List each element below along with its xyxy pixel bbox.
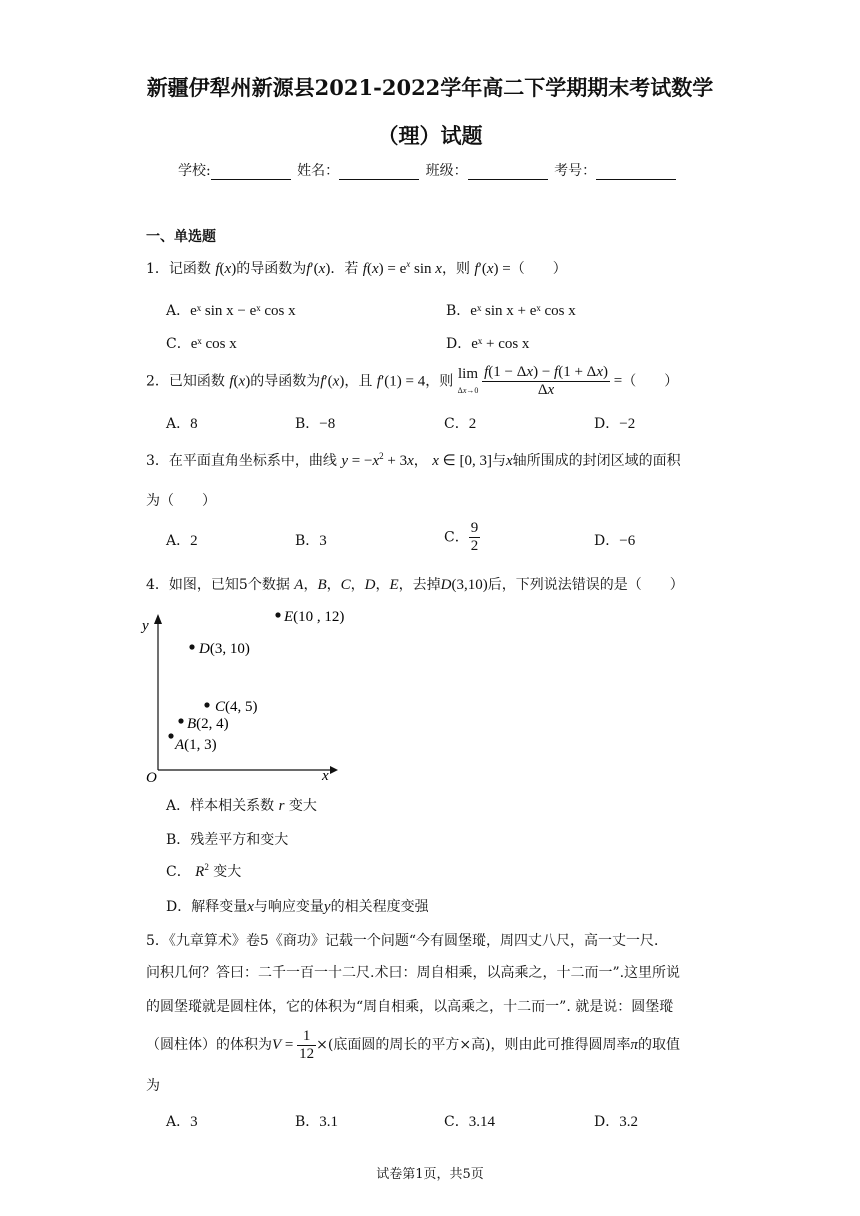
- q4-option-b[interactable]: [166, 829, 288, 849]
- q3-option-c[interactable]: C． $\frac{9}{2}$: [444, 520, 479, 554]
- point-d: [189, 644, 194, 649]
- point-c-label: C(4, 5): [215, 699, 258, 715]
- q4-option-a-tail: 变大: [288, 798, 317, 814]
- q4-option-b-text: B．残差平方和变大: [166, 832, 289, 848]
- q2-option-b-value: −8: [319, 416, 336, 432]
- exam-no-label: 考号：: [554, 163, 597, 179]
- question-5-line-1: [146, 930, 668, 950]
- point-c: [204, 702, 209, 707]
- student-info-line: [178, 160, 678, 180]
- q2-text-e: （ ）: [622, 373, 679, 390]
- q1-option-a-expr: eˣ sin x − eˣ cos x: [190, 303, 296, 319]
- q3-option-d[interactable]: D．−6: [594, 533, 636, 549]
- q3-number: 3．: [146, 453, 169, 469]
- q1-text-e: （ ）: [510, 261, 567, 277]
- q2-text-a: 已知函数: [168, 373, 225, 390]
- x-axis-arrow: [330, 766, 338, 774]
- q5-number: 5．: [146, 933, 169, 949]
- class-label: 班级：: [425, 163, 468, 179]
- point-b-label: B(2, 4): [187, 716, 229, 732]
- q3-text-b: 与: [491, 453, 506, 469]
- q1-text-b: 的导函数为: [236, 261, 307, 277]
- point-e-label: E(10 , 12): [284, 609, 345, 625]
- q1-option-b-expr: eˣ sin x + eˣ cos x: [470, 303, 576, 319]
- q3-option-a-value: 2: [190, 533, 198, 549]
- q4-scatter-figure: [140, 600, 360, 790]
- question-5-line-4: [146, 1028, 680, 1063]
- q4-data-letters: A: [294, 577, 304, 593]
- q5-option-d-value: 3.2: [619, 1114, 638, 1130]
- section-heading: 一、单选题: [146, 229, 216, 245]
- origin-label: O: [146, 770, 157, 786]
- q5-option-a-value: 3: [190, 1114, 198, 1130]
- q1-text-a: 记函数: [168, 261, 211, 277]
- q5-line-4-text-b: ×(底面圆的周长的平方×高)，则由此可推得圆周率: [316, 1036, 631, 1053]
- q1-option-b-label: B．: [446, 303, 471, 319]
- exam-no-blank: [596, 165, 676, 180]
- q4-option-a-text: A．样本相关系数: [166, 798, 275, 814]
- school-label: 学校:: [178, 163, 211, 179]
- q2-option-d-value: −2: [619, 416, 636, 432]
- q4-option-d-text-c: 的相关程度变强: [330, 899, 429, 915]
- name-label: 姓名：: [297, 163, 340, 179]
- q2-math-limit: lim Δx→0 $\frac{f(1 - \Delta x) - f(1 + \Delta x)}{\Delta x}$ =: [457, 364, 623, 398]
- q4-math-r2: $R^2$: [195, 862, 209, 880]
- q2-text-b: 的导函数为: [250, 373, 321, 390]
- q2-option-d[interactable]: D．−2: [594, 416, 636, 432]
- q1-math-ask: f′(x) =: [474, 261, 511, 277]
- q1-option-a[interactable]: [166, 300, 296, 320]
- title-line-2: （理）试题: [377, 123, 483, 148]
- q3-option-d-value: −6: [619, 533, 636, 549]
- q5-option-d[interactable]: D．3.2: [594, 1114, 638, 1130]
- question-5-line-5: 为: [146, 1078, 160, 1094]
- point-b: [178, 718, 183, 723]
- q1-option-c-expr: eˣ cos x: [190, 336, 237, 352]
- q1-text-c: ．若: [330, 261, 359, 277]
- q1-option-d[interactable]: [446, 333, 529, 353]
- question-5-line-3: 的圆堡瑽就是圆柱体，它的体积为“周自相乘，以高乘之，十二而一”. 就是说：圆堡瑽: [146, 999, 674, 1015]
- q4-text-b: ，去掉: [398, 577, 441, 593]
- q4-math-d-point: D(3,10): [440, 577, 488, 593]
- question-4: 4．如图，已知5个数据 A，B，C，D，E，去掉D(3,10)后，下列说法错误的是（ ）: [146, 577, 684, 593]
- q4-text-c: 后，下列说法错误的是（ ）: [487, 577, 684, 593]
- q5-line-4-text-c: 的取值: [638, 1036, 681, 1053]
- y-axis-label: y: [142, 618, 149, 634]
- q5-option-a[interactable]: A．3: [166, 1114, 198, 1130]
- q4-option-c[interactable]: C． $R^2$ 变大: [166, 862, 242, 880]
- q3-option-a[interactable]: A．2: [166, 533, 198, 549]
- q4-text-a: 如图，已知5个数据: [168, 577, 290, 593]
- q1-number: 1．: [146, 261, 169, 277]
- q5-math-pi: π: [630, 1036, 639, 1053]
- q2-text-c: ，且: [344, 373, 373, 390]
- q3-option-c-fraction: [469, 520, 481, 555]
- q5-option-b-value: 3.1: [319, 1114, 339, 1130]
- q5-math-volume: V = $\frac{1}{12}$: [272, 1028, 315, 1062]
- question-3: 3．在平面直角坐标系中，曲线 $y = -x^2 + 3x$， x ∈ [0, 3]与x轴所围成的封闭区域的面积: [146, 451, 681, 469]
- x-axis-label: x: [322, 768, 329, 784]
- point-a: [168, 733, 173, 738]
- q2-option-c[interactable]: C．2: [444, 416, 477, 432]
- q2-option-a-value: 8: [190, 416, 198, 432]
- q2-option-a[interactable]: A．8: [166, 416, 198, 432]
- q2-math-fpx: f′(x): [320, 373, 345, 390]
- q4-option-d-text-b: 与响应变量: [253, 899, 324, 915]
- q2-math-fx: f(x): [229, 373, 251, 390]
- q3-text-a: 在平面直角坐标系中，曲线: [168, 453, 337, 469]
- q3-math-domain: x ∈ [0, 3]: [432, 453, 492, 469]
- question-5-line-2: 问积几何？答曰：二千一百一十二尺.术曰：周自相乘，以高乘之，十二而一”.这里所说: [146, 965, 681, 981]
- question-2: [146, 364, 678, 399]
- q2-option-c-value: 2: [468, 416, 477, 432]
- q1-option-d-label: D．: [446, 336, 472, 352]
- point-a-label: A(1, 3): [175, 737, 217, 753]
- q4-option-d-text-a: D．解释变量: [166, 899, 248, 915]
- q4-math-x: x: [247, 899, 254, 915]
- class-blank: [468, 165, 548, 180]
- q1-option-b[interactable]: [446, 300, 576, 320]
- q5-line-1-text: 《九章算术》卷5《商功》记载一个问题“今有圆堡瑽，周四丈八尺，高一丈一尺．: [168, 933, 668, 949]
- q4-option-a[interactable]: [166, 795, 317, 815]
- q3-option-b[interactable]: B．3: [295, 533, 327, 549]
- q5-option-c[interactable]: C．3.14: [444, 1114, 495, 1130]
- q4-math-y: y: [323, 899, 331, 915]
- page-footer: 试卷第1页，共5页: [376, 1167, 484, 1182]
- q1-math-def: $f(x) = e^x$ sin x: [362, 259, 442, 277]
- name-blank: [339, 165, 419, 180]
- question-1: [146, 258, 567, 278]
- q3-text-c: 轴所围成的封闭区域的面积: [512, 453, 681, 469]
- q5-option-c-value: 3.14: [468, 1114, 495, 1130]
- q1-math-fpx: f′(x): [306, 261, 331, 277]
- title-line-1: 新疆伊犁州新源县2021-2022学年高二下学期期末考试数学: [146, 75, 714, 100]
- q4-number: 4．: [146, 577, 169, 593]
- q3-line-2: 为（ ）: [146, 493, 216, 509]
- q3-math-curve: $y = -x^2 + 3x$: [341, 451, 414, 469]
- q3-option-b-value: 3: [319, 533, 327, 549]
- q1-option-d-expr: eˣ + cos x: [471, 336, 530, 352]
- q3-math-x: x: [505, 453, 513, 469]
- q2-number: 2．: [146, 373, 169, 390]
- q1-option-a-label: A．: [166, 303, 191, 319]
- q5-line-4-text-a: （圆柱体）的体积为: [146, 1036, 272, 1053]
- q3-option-c-denominator: 2: [470, 538, 479, 554]
- q4-option-d[interactable]: [166, 896, 429, 916]
- q4-option-c-tail: 变大: [213, 864, 242, 880]
- y-axis-arrow: [154, 614, 162, 624]
- q5-option-b[interactable]: B．3.1: [295, 1114, 339, 1130]
- q4-math-r: r: [278, 798, 285, 814]
- q3-option-c-numerator: 9: [470, 520, 479, 536]
- q1-math-fx: f(x): [215, 261, 237, 277]
- point-d-label: D(3, 10): [199, 641, 250, 657]
- point-e: [275, 612, 280, 617]
- q2-math-cond: f′(1) = 4: [376, 373, 426, 390]
- q2-text-d: ，则: [425, 373, 454, 390]
- school-blank: [211, 165, 291, 180]
- q1-text-d: ，则: [441, 261, 470, 277]
- q1-option-c-label: C．: [166, 336, 191, 352]
- q1-option-c[interactable]: [166, 333, 237, 353]
- q2-option-b[interactable]: B．−8: [295, 416, 336, 432]
